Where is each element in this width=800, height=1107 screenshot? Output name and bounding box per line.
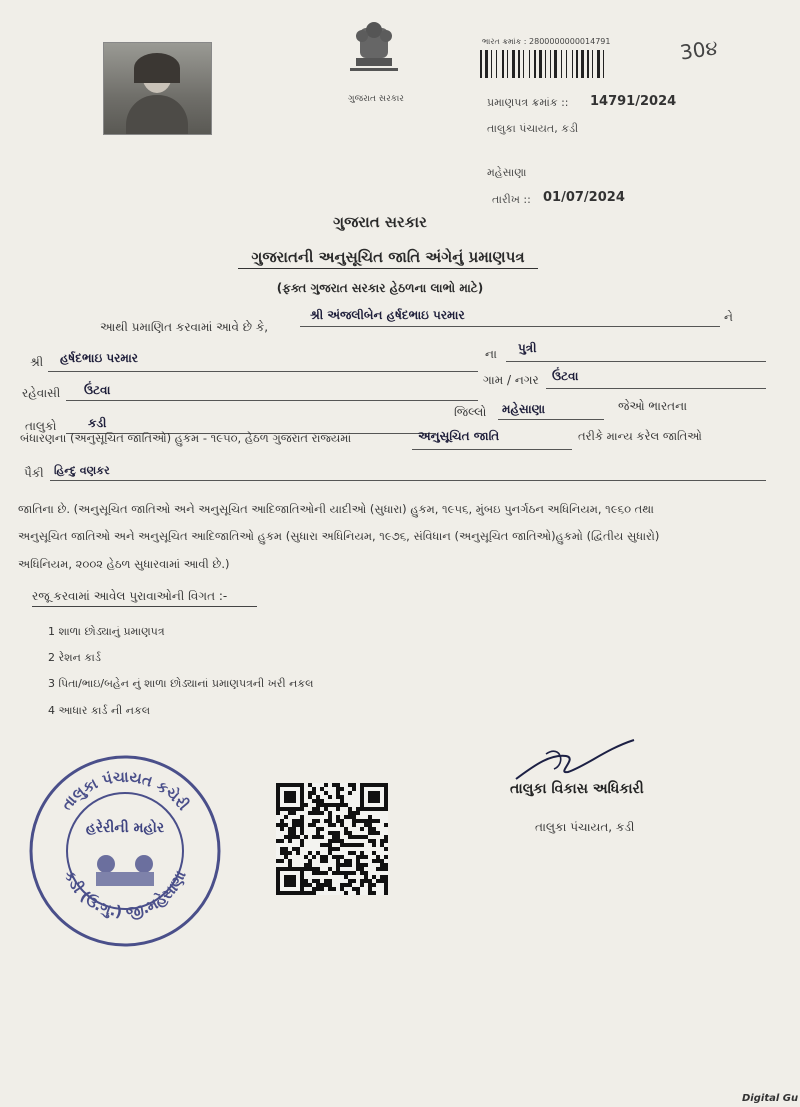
qr-module [364,855,368,859]
svg-text:તાલુકા પંચાયત કચેરી: તાલુકા પંચાયત કચેરી [57,767,193,814]
qr-module [288,851,292,855]
district-value: મહેસાણા [502,402,546,416]
qr-module [356,811,360,815]
officer-title: તાલુકા વિકાસ અધિકારી [510,781,644,797]
qr-module [304,803,308,807]
barcode-bar [523,50,524,78]
barcode-bar [581,50,584,78]
category-value: અનુસૂચિત જાતિ [418,429,500,443]
qr-module [384,891,388,895]
qr-module [352,823,356,827]
svg-text:હરેરીની મહોર: હરેરીની મહોર [85,820,165,836]
taluka-label: તાલુકો [25,419,57,433]
qr-module [384,847,388,851]
caste-label: પૈકી [24,466,44,480]
evidence-item: 1 શાળા છોડ્યાનું પ્રમાણપત્ર [48,625,165,638]
certificate-title: ગુજરાતની અનુસૂચિત જાતિ અંગેનું પ્રમાણપત્ર [238,248,538,269]
village-label: ગામ / નગર [483,373,539,387]
barcode-bar [566,50,567,78]
qr-module [320,887,324,891]
qr-module [324,859,328,863]
qr-module [300,843,304,847]
qr-module [364,863,368,867]
qr-module [336,847,340,851]
qr-module [296,851,300,855]
evidence-item: 2 રેશન કાર્ડ [48,651,101,664]
officer-office: તાલુકા પંચાયત, કડી [535,820,635,834]
qr-module [360,843,364,847]
barcode-bar [576,50,578,78]
barcode-bar [545,50,546,78]
barcode-bar [572,50,573,78]
qr-module [348,863,352,867]
qr-module [280,827,284,831]
qr-module [376,819,380,823]
barcode-bar [512,50,515,78]
qr-module [352,787,356,791]
evidence-item: 4 આધાર કાર્ડ ની નકલ [48,704,151,717]
barcode-label: ભારત ક્રમાંક : 2800000000014791 [482,37,611,46]
official-seal [26,752,224,950]
qr-module [312,891,316,895]
resident-value: ઉંટવા [84,383,111,397]
barcode-bar [561,50,562,78]
qr-module [360,827,364,831]
qr-module [324,871,328,875]
certify-text: આથી પ્રમાણિત કરવામાં આવે છે કે, [100,320,269,334]
qr-module [344,891,348,895]
barcode-bar [597,50,600,78]
qr-module [384,823,388,827]
government-title: ગુજરાત સરકાર [333,213,427,231]
qr-module [384,839,388,843]
footer-corner-text: Digital Gu [742,1093,799,1104]
verification-qr-code [276,783,388,895]
barcode-bar [554,50,557,78]
barcode-bar [496,50,497,78]
relation-label: ના [485,347,497,361]
qr-module [376,799,380,803]
barcode-bar [550,50,551,78]
barcode-bar [603,50,604,78]
barcode-bar [534,50,536,78]
recognized-text: તરીકે માન્ય કરેલ જાતિઓ [578,429,702,443]
barcode-bar [491,50,492,78]
certificate-subtitle: (ફક્ત ગુજરાત સરકાર હેઠળના લાભો માટે) [276,281,484,295]
qr-module [348,791,352,795]
qr-module [320,827,324,831]
date-label: તારીખ :: [492,193,531,206]
qr-module [284,815,288,819]
district-label: જિલ્લો [454,405,487,419]
qr-module [288,839,292,843]
legal-paragraph-line-1: જાતિના છે. (અનુસૂચિત જાતિઓ અને અનુસૂચિત આદિજાતિઓની યાદીઓ (સુધારા) હુકમ, ૧૯૫૬, મુંબઇ પુનર્ગઠન અધિનિયમ, ૧૯૬૦ તથા [18,502,654,516]
qr-module [384,867,388,871]
qr-module [320,811,324,815]
qr-module [376,831,380,835]
qr-module [280,859,284,863]
resident-label: રહેવાસી [22,386,61,400]
qr-module [384,807,388,811]
qr-module [352,879,356,883]
qr-module [320,835,324,839]
qr-module [384,855,388,859]
qr-module [336,807,340,811]
qr-module [280,839,284,843]
barcode-bar [592,50,593,78]
barcode-bar [485,50,488,78]
name-suffix: ને [724,310,733,324]
barcode [480,50,668,78]
svg-text:કડી (ઉ.ગુ.) જી.મહેસાણા: કડી (ઉ.ગુ.) જી.મહેસાણા [60,867,190,922]
barcode-bar [587,50,589,78]
barcode-bar [539,50,542,78]
qr-module [276,811,280,815]
certificate-no: 14791/2024 [590,94,677,109]
qr-module [316,819,320,823]
barcode-bar [507,50,508,78]
legal-paragraph-line-3: અધિનિયમ, ૨૦૦૨ હેઠળ સુધારવામાં આવી છે.) [18,557,230,571]
evidence-item: 3 પિતા/ભાઇ/બહેન નું શાળા છોડ્યાનાં પ્રમાણપત્રની ખરી નકલ [48,677,314,690]
barcode-bar [529,50,530,78]
qr-module [356,891,360,895]
place-label: મહેસાણા [487,166,527,179]
handwritten-number: 30૪ [678,35,720,65]
order-text: બંધારણના (અનુસૂચિત જાતિઓ) હુકમ - ૧૯૫૦, હેઠળ ગુજરાત રાજ્યમાં [20,431,352,445]
qr-module [332,823,336,827]
barcode-bar [480,50,482,78]
relation-value: પુત્રી [518,341,537,355]
barcode-bar [518,50,520,78]
qr-module [372,891,376,895]
qr-module [372,883,376,887]
applicant-photo [103,42,212,135]
qr-module [304,835,308,839]
qr-module [360,883,364,887]
evidence-heading: રજૂ કરવામાં આવેલ પુરાવાઓની વિગત :- [32,589,257,607]
issue-date: 01/07/2024 [543,190,625,205]
emblem-caption: ગુજરાત સરકાર [348,94,404,104]
qr-module [352,871,356,875]
father-name: હર્ષદભાઇ પરમાર [60,351,138,365]
caste-value: હિન્દુ વણકર [54,464,110,477]
qr-module [372,843,376,847]
india-text: જેઓ ભારતના [618,399,688,413]
certificate-no-label: પ્રમાણપત્ર ક્રમાંક :: [487,96,569,109]
qr-module [292,883,296,887]
qr-module [292,799,296,803]
applicant-name: શ્રી અંજલીબેન હર્ષદભાઇ પરમાર [310,308,465,322]
qr-module [292,811,296,815]
qr-module [312,855,316,859]
taluka-value: કડી [88,416,107,430]
issuing-office: તાલુકા પંચાયત, કડી [487,122,579,135]
legal-paragraph-line-2: અનુસૂચિત જાતિઓ અને અનુસૂચિત આદિજાતિઓ હુકમ (સુધારા અધિનિયમ, ૧૯૭૬, સંવિધાન (અનુસૂચિત જાતિઓ)હુકમો (દ્વિતીય સુધારો) [18,529,660,543]
qr-module [300,807,304,811]
shri-label: શ્રી [30,355,44,369]
qr-module [340,787,344,791]
qr-module [324,783,328,787]
barcode-bar [502,50,504,78]
state-emblem [338,18,410,86]
qr-module [328,795,332,799]
village-value: ઉંટવા [552,369,579,383]
qr-module [332,887,336,891]
